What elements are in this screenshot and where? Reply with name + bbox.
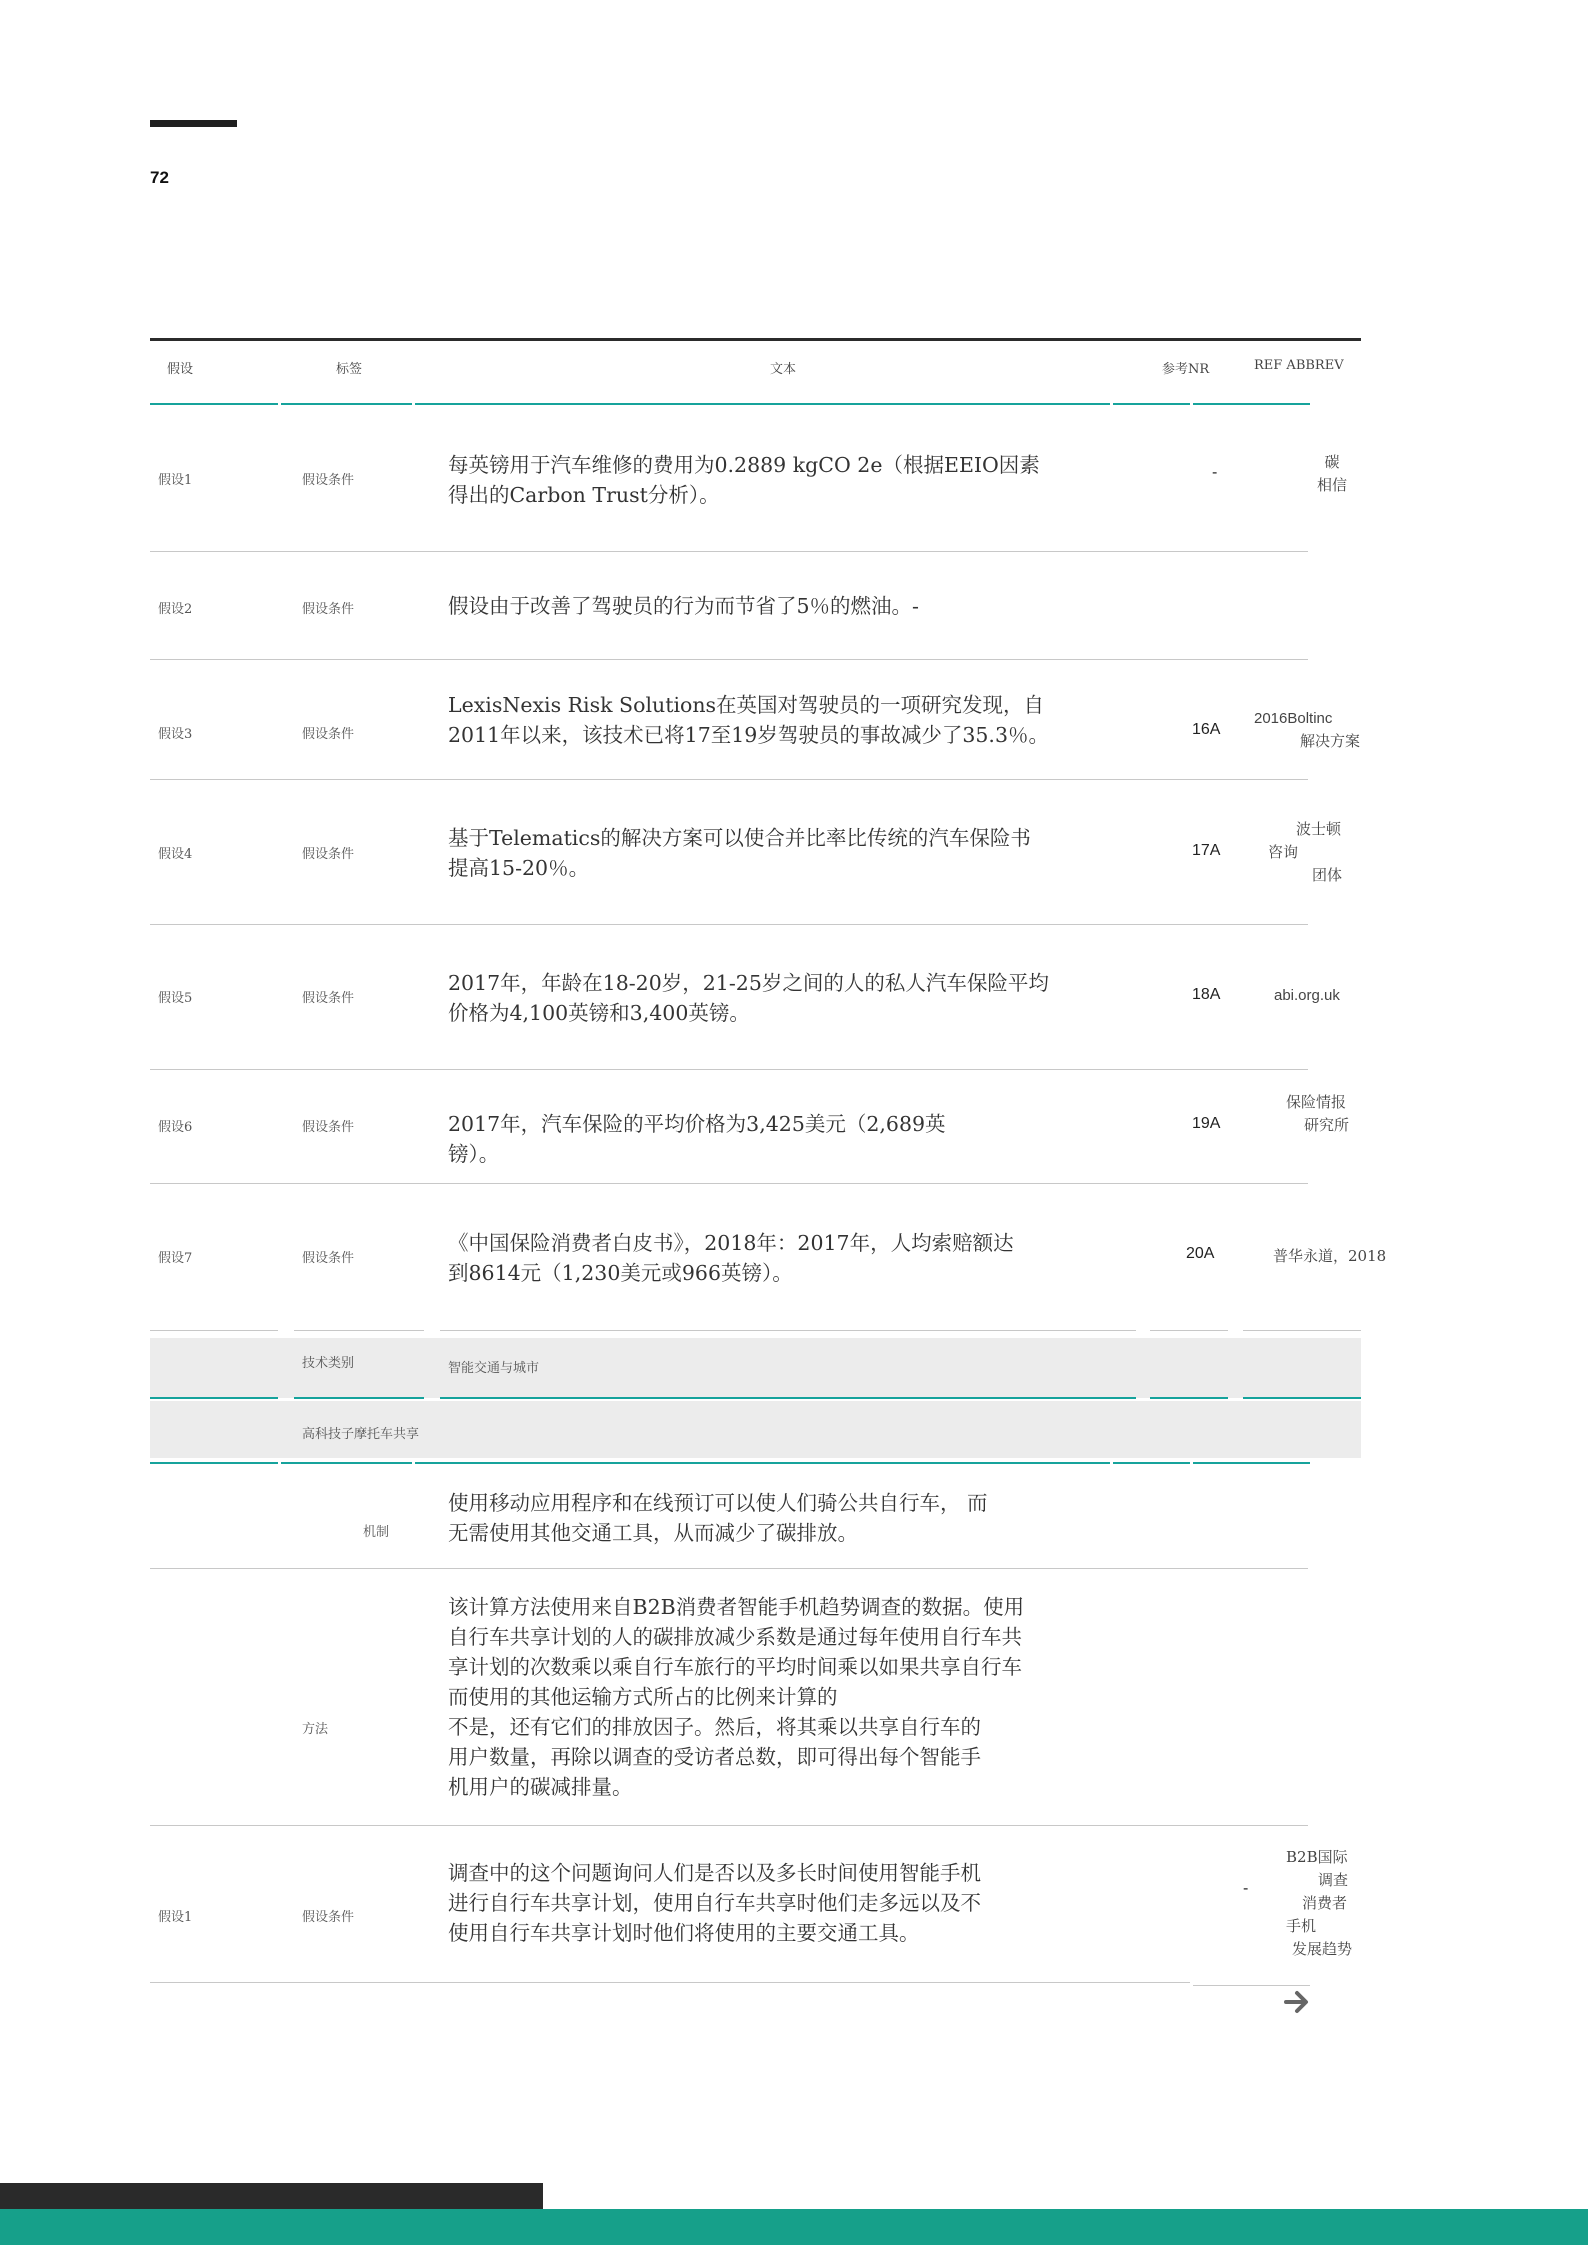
footer-teal-bar (0, 2209, 1588, 2245)
row-divider (150, 779, 1308, 780)
row-text-line: 每英镑用于汽车维修的费用为0.2889 kgCO 2e（根据EEIO因素 (448, 453, 1040, 477)
row-divider (150, 1069, 1308, 1070)
row-divider (150, 1568, 1308, 1569)
row-ref-abbrev (1254, 707, 1360, 753)
row-text (448, 1109, 1128, 1169)
method-text-line: 享计划的次数乘以乘自行车旅行的平均时间乘以如果共享自行车 (448, 1655, 1022, 1679)
row-ref-abbrev-line: 研究所 (1304, 1116, 1350, 1134)
row-text-line: LexisNexis Risk Solutions在英国对驾驶员的一项研究发现，自 (448, 693, 1045, 717)
table-top-rule (150, 338, 1361, 341)
band-underline (440, 1397, 1136, 1399)
header-underline (281, 403, 412, 405)
row-divider (150, 659, 1308, 660)
row-ref-abbrev-line: 咨询 (1268, 843, 1299, 861)
row-divider (150, 1825, 1308, 1826)
row-divider (1193, 1985, 1310, 1986)
method-label: 方法 (302, 1722, 329, 1737)
row-ref-nr: 17A (1192, 842, 1221, 859)
row-ref-abbrev-line: 调查 (1318, 1871, 1349, 1889)
row-text (448, 1858, 1128, 1948)
row-hypothesis: 假设1 (158, 473, 193, 488)
row-text-line: 提高15-20％。 (448, 856, 590, 880)
row-text-line: 到8614元（1,230美元或966英镑）。 (448, 1261, 793, 1285)
row-divider (440, 1330, 1136, 1331)
row-ref-nr: - (1243, 1880, 1249, 1897)
method-text (448, 1592, 1138, 1802)
row-text (448, 690, 1128, 750)
row-label: 假设条件 (302, 602, 355, 617)
row-ref-nr: 20A (1186, 1245, 1215, 1262)
row-ref-nr: 16A (1192, 721, 1221, 738)
row-divider (1243, 1330, 1361, 1331)
row-ref-abbrev-line: B2B国际 (1286, 1848, 1348, 1866)
method-text-line: 而使用的其他运输方式所占的比例来计算的 (448, 1685, 838, 1709)
row-text-line: 《中国保险消费者白皮书》，2018年：2017年，人均索赔额达 (448, 1231, 1014, 1255)
header-hypothesis: 假设 (167, 362, 194, 377)
tech-category-value: 智能交通与城市 (448, 1361, 540, 1376)
row-ref-abbrev-line: 发展趋势 (1292, 1940, 1353, 1958)
row-text-line: 2011年以来，该技术已将17至19岁驾驶员的事故减少了35.3％。 (448, 723, 1049, 747)
method-text-line: 机用户的碳减排量。 (448, 1775, 633, 1799)
row-hypothesis: 假设5 (158, 991, 193, 1006)
band-underline (1113, 1462, 1190, 1464)
row-text-line: 价格为4,100英镑和3,400英镑。 (448, 1001, 750, 1025)
row-hypothesis: 假设4 (158, 847, 193, 862)
row-divider (294, 1330, 424, 1331)
row-ref-abbrev-line: 解决方案 (1299, 732, 1360, 750)
row-label: 假设条件 (302, 1120, 355, 1135)
row-ref-abbrev-line: 2016Boltinc (1254, 710, 1333, 727)
row-ref-abbrev (1312, 451, 1352, 497)
row-ref-nr: 18A (1192, 986, 1221, 1003)
row-ref-nr: - (1212, 464, 1218, 481)
row-label: 假设条件 (302, 473, 355, 488)
row-text-line: 得出的Carbon Trust分析）。 (448, 483, 720, 507)
arrow-right-icon[interactable] (1283, 1988, 1311, 2016)
row-text-line: 2017年，年龄在18-20岁，21-25岁之间的人的私人汽车保险平均 (448, 971, 1049, 995)
row-ref-abbrev (1286, 1846, 1362, 1961)
subcategory-label: 高科技子摩托车共享 (302, 1427, 420, 1442)
row-text (448, 968, 1128, 1028)
row-ref-abbrev (1286, 1091, 1356, 1137)
mechanism-label: 机制 (363, 1525, 390, 1540)
row-label: 假设条件 (302, 727, 355, 742)
row-text (448, 1228, 1128, 1288)
row-text-line: 基于Telematics的解决方案可以使合并比率比传统的汽车保险书 (448, 826, 1031, 850)
row-text-line: 2017年，汽车保险的平均价格为3,425美元（2,689英 (448, 1112, 946, 1136)
method-text-line: 用户数量，再除以调查的受访者总数，即可得出每个智能手 (448, 1745, 981, 1769)
row-ref-abbrev-line: 碳 (1324, 453, 1340, 471)
row-ref-abbrev (1274, 984, 1340, 1007)
row-ref-nr: 19A (1192, 1115, 1221, 1132)
row-ref-abbrev-line: abi.org.uk (1274, 987, 1340, 1004)
row-text (448, 450, 1128, 510)
row-ref-abbrev-line: 波士顿 (1296, 820, 1342, 838)
row-ref-abbrev-line: 消费者 (1302, 1894, 1348, 1912)
header-text: 文本 (770, 362, 797, 377)
row-hypothesis: 假设3 (158, 727, 193, 742)
header-underline (415, 403, 1110, 405)
row-hypothesis: 假设7 (158, 1251, 193, 1266)
row-label: 假设条件 (302, 991, 355, 1006)
header-underline (150, 403, 278, 405)
band-underline (1243, 1397, 1361, 1399)
row-ref-abbrev-line: 普华永道，2018 (1273, 1247, 1387, 1265)
band-underline (415, 1462, 1110, 1464)
row-text (448, 591, 1128, 621)
band-underline (150, 1462, 278, 1464)
band-underline (1193, 1462, 1310, 1464)
row-divider (150, 924, 1308, 925)
row-divider (150, 1183, 1308, 1184)
row-ref-abbrev (1268, 818, 1352, 887)
top-accent-bar (150, 120, 237, 127)
band-underline (281, 1462, 412, 1464)
row-label: 假设条件 (302, 847, 355, 862)
mechanism-text (448, 1488, 1128, 1548)
header-underline (1193, 403, 1310, 405)
row-ref-abbrev (1273, 1245, 1386, 1268)
method-text-line: 该计算方法使用来自B2B消费者智能手机趋势调查的数据。使用 (448, 1595, 1025, 1619)
row-text (448, 823, 1128, 883)
row-text-line: 镑）。 (448, 1142, 500, 1166)
band-underline (150, 1397, 278, 1399)
band-underline (294, 1397, 424, 1399)
header-ref-nr: 参考NR (1162, 362, 1210, 377)
method-text-line: 自行车共享计划的人的碳排放减少系数是通过每年使用自行车共 (448, 1625, 1022, 1649)
row-divider (1150, 1330, 1228, 1331)
method-text-line: 不是，还有它们的排放因子。然后，将其乘以共享自行车的 (448, 1715, 981, 1739)
footer-dark-bar (0, 2183, 543, 2209)
row-divider (150, 1982, 1190, 1983)
mechanism-text-line: 使用移动应用程序和在线预订可以使人们骑公共自行车， 而 (448, 1491, 988, 1515)
row-hypothesis: 假设2 (158, 602, 193, 617)
row-ref-abbrev-line: 保险情报 (1286, 1093, 1347, 1111)
band-underline (1150, 1397, 1228, 1399)
row-divider (150, 1330, 278, 1331)
tech-category-label: 技术类别 (302, 1356, 355, 1371)
row-ref-abbrev-line: 相信 (1316, 476, 1347, 494)
row-label: 假设条件 (302, 1910, 355, 1925)
row-text-line: 使用自行车共享计划时他们将使用的主要交通工具。 (448, 1921, 920, 1945)
row-text-line: 假设由于改善了驾驶员的行为而节省了5％的燃油。- (448, 594, 919, 618)
row-label: 假设条件 (302, 1251, 355, 1266)
row-text-line: 进行自行车共享计划，使用自行车共享时他们走多远以及不 (448, 1891, 981, 1915)
row-divider (150, 551, 1308, 552)
row-text-line: 调查中的这个问题询问人们是否以及多长时间使用智能手机 (448, 1861, 981, 1885)
page-number: 72 (150, 168, 169, 187)
row-hypothesis: 假设6 (158, 1120, 193, 1135)
row-hypothesis: 假设1 (158, 1910, 193, 1925)
row-ref-abbrev-line: 手机 (1286, 1917, 1317, 1935)
header-underline (1113, 403, 1190, 405)
header-label: 标签 (336, 362, 363, 377)
header-ref-abbrev: REF ABBREV (1254, 358, 1344, 373)
row-ref-abbrev-line: 团体 (1312, 866, 1343, 884)
mechanism-text-line: 无需使用其他交通工具，从而减少了碳排放。 (448, 1521, 858, 1545)
